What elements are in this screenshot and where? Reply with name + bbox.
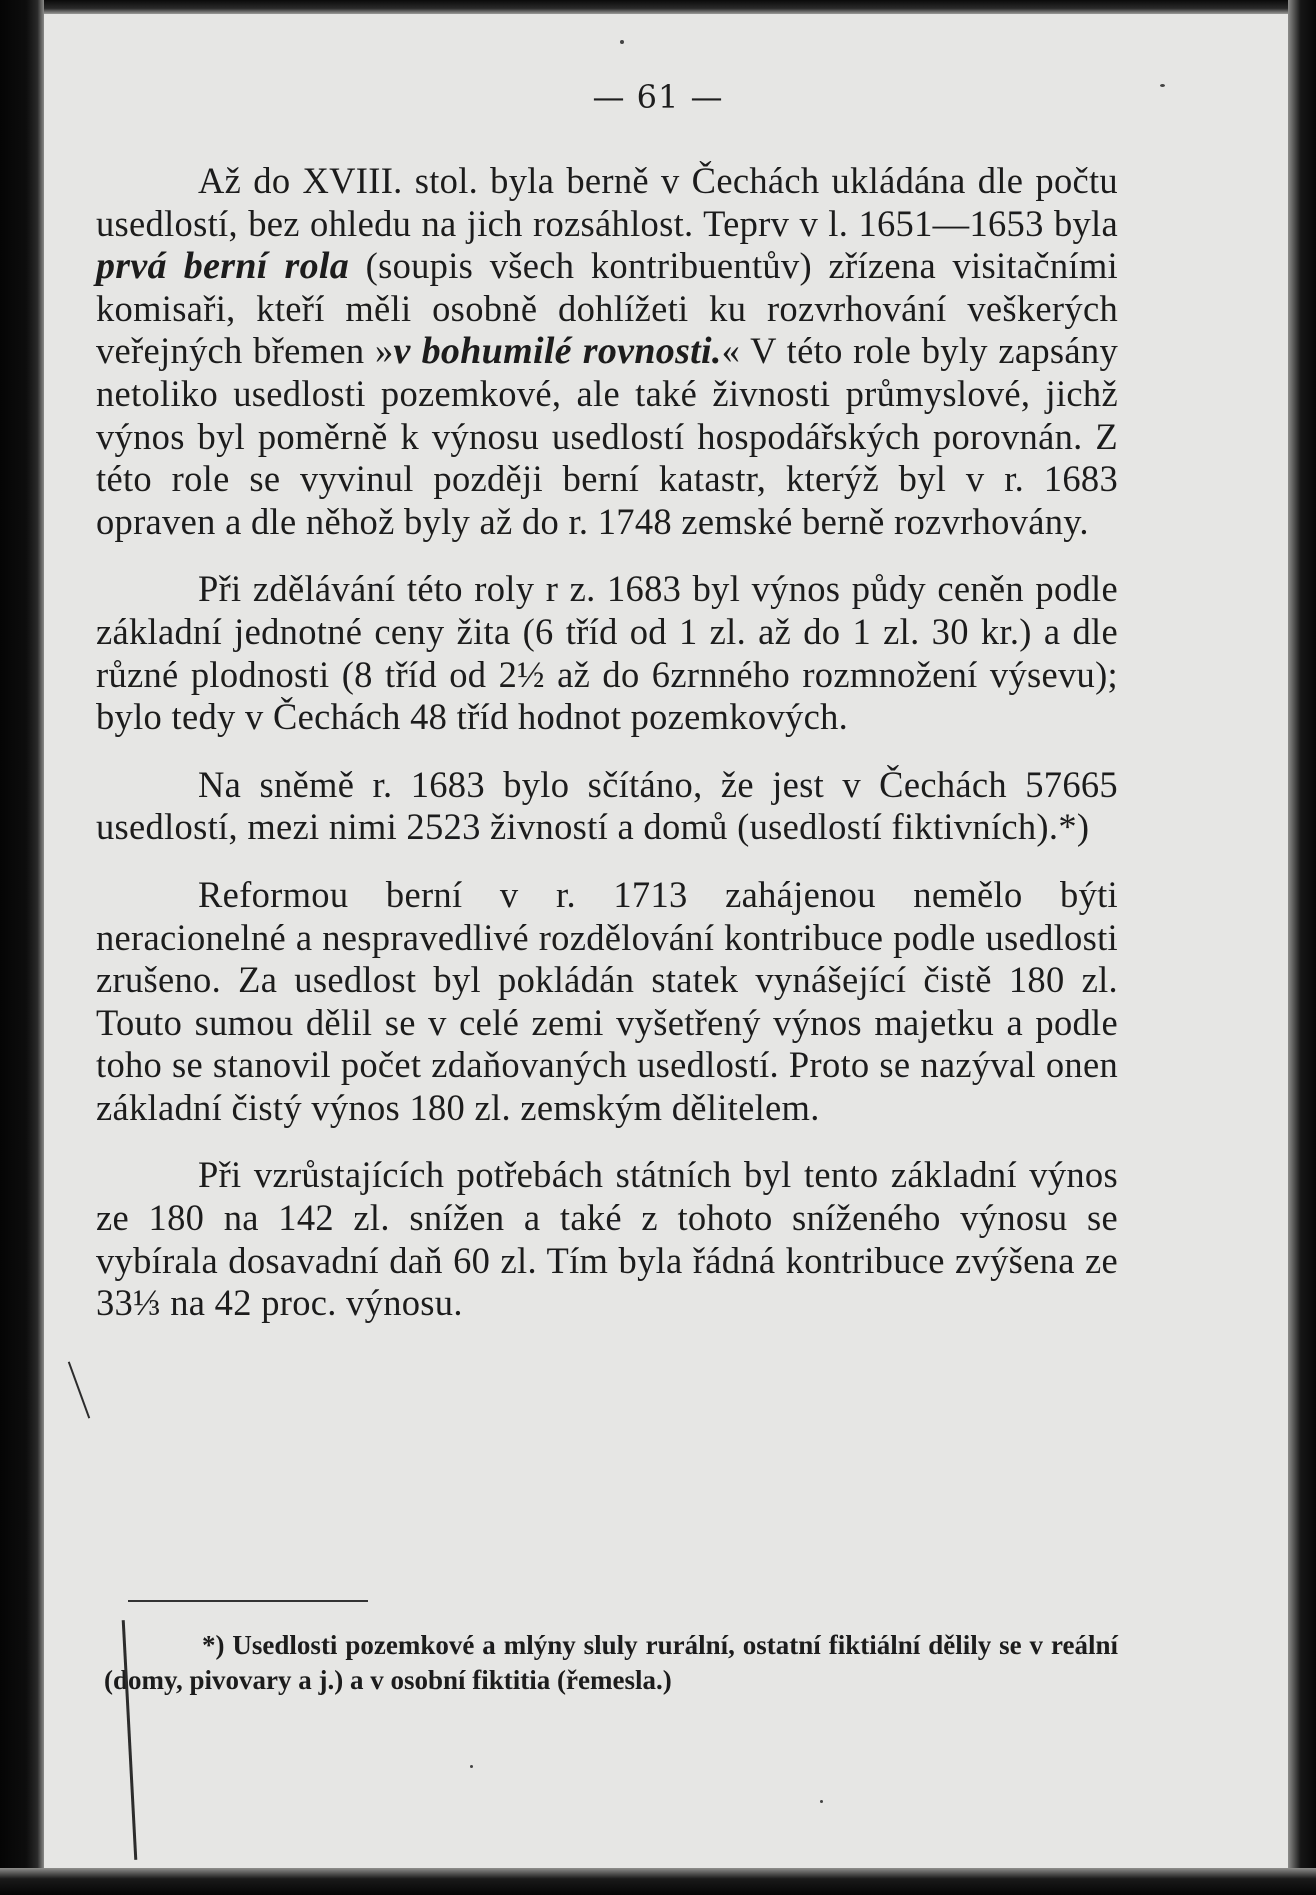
scan-edge-left bbox=[0, 0, 44, 1895]
emphasis-prva-berni-rola: prvá berní rola bbox=[96, 245, 350, 288]
paragraph-5 bbox=[96, 1154, 1118, 1324]
paragraph-4-text: Reformou berní v r. 1713 zahájenou nemělo býti neracionelné a nespravedlivé rozdělování kontribuce podle usedlosti zrušeno. Za usedlost byl pokládán statek vynášející čistě 180 zl. Touto sumou dělil se v celé zemi vyšetřený výnos majetku a podle toho se stanovil počet zdaňovaných usedlostí. Proto se nazýval onen základní čistý výnos 180 zl. zemským dělitelem. bbox=[96, 873, 1118, 1128]
scan-scratch bbox=[68, 1361, 90, 1418]
scan-speck bbox=[470, 1765, 473, 1768]
footnote-separator bbox=[128, 1600, 368, 1602]
footnote bbox=[104, 1628, 1118, 1698]
scan-speck bbox=[620, 40, 624, 44]
paragraph-3-text: Na sněmě r. 1683 bylo sčítáno, že jest v Čechách 57665 usedlostí, mezi nimi 2523 živností a domů (usedlostí fiktivních).*) bbox=[96, 763, 1118, 848]
paragraph-5-text: Při vzrůstajících potřebách státních byl tento základní výnos ze 180 na 142 zl. snížen a také z tohoto sníženého výnosu se vybírala dosavadní daň 60 zl. Tím byla řádná kontribuce zvýšena ze 33⅓ na 42 proc. výnosu. bbox=[96, 1154, 1118, 1324]
paragraph-4 bbox=[96, 874, 1118, 1130]
scan-speck bbox=[820, 1800, 823, 1803]
emphasis-bohumile-rovnosti: v bohumilé rovnosti. bbox=[393, 330, 722, 373]
paragraph-1-text: (soupis všech kontribuentův) zřízena visitačními komisaři, kteří měli osobně dohlížeti ku rozvrhování veškerých veřejných břemen » bbox=[96, 245, 1118, 372]
paragraph-3 bbox=[96, 764, 1118, 849]
page-number: — 61 — bbox=[592, 78, 724, 116]
paragraph-2-text: Při zdělávání této roly r z. 1683 byl výnos půdy ceněn podle základní jednotné ceny žita (6 tříd od 1 zl. až do 1 zl. 30 kr.) a dle různé plodnosti (8 tříd od 2½ až do 6zrnného rozmnožení výsevu); bylo tedy v Čechách 48 tříd hodnot pozemkových. bbox=[96, 568, 1118, 738]
paragraph-1-text: « V této role byly zapsány netoliko usedlosti pozemkové, ale také živnosti průmyslové, jichž výnos byl poměrně k výnosu usedlostí hospodářských porovnán. Z této role se vyvinul později berní katastr, kterýž byl v r. 1683 opraven a dle něhož byly až do r. 1748 zemské berně rozvrhovány. bbox=[96, 330, 1118, 542]
scan-edge-bottom bbox=[0, 1868, 1316, 1895]
footnote-text: *) Usedlosti pozemkové a mlýny sluly rurální, ostatní fiktiální dělily se v reální (domy, pivovary a j.) a v osobní fiktitia (řemesla.) bbox=[104, 1630, 1118, 1695]
body-text bbox=[96, 160, 1118, 1325]
scan-edge-top bbox=[0, 0, 1316, 14]
paragraph-2 bbox=[96, 568, 1118, 738]
scan-edge-right bbox=[1288, 0, 1316, 1895]
paragraph-1-text: Až do XVIII. stol. byla berně v Čechách ukládána dle počtu usedlostí, bez ohledu na jich rozsáhlost. Teprv v l. 1651—1653 byla bbox=[96, 160, 1118, 244]
scan-speck bbox=[1160, 84, 1165, 87]
paragraph-1 bbox=[96, 160, 1118, 543]
